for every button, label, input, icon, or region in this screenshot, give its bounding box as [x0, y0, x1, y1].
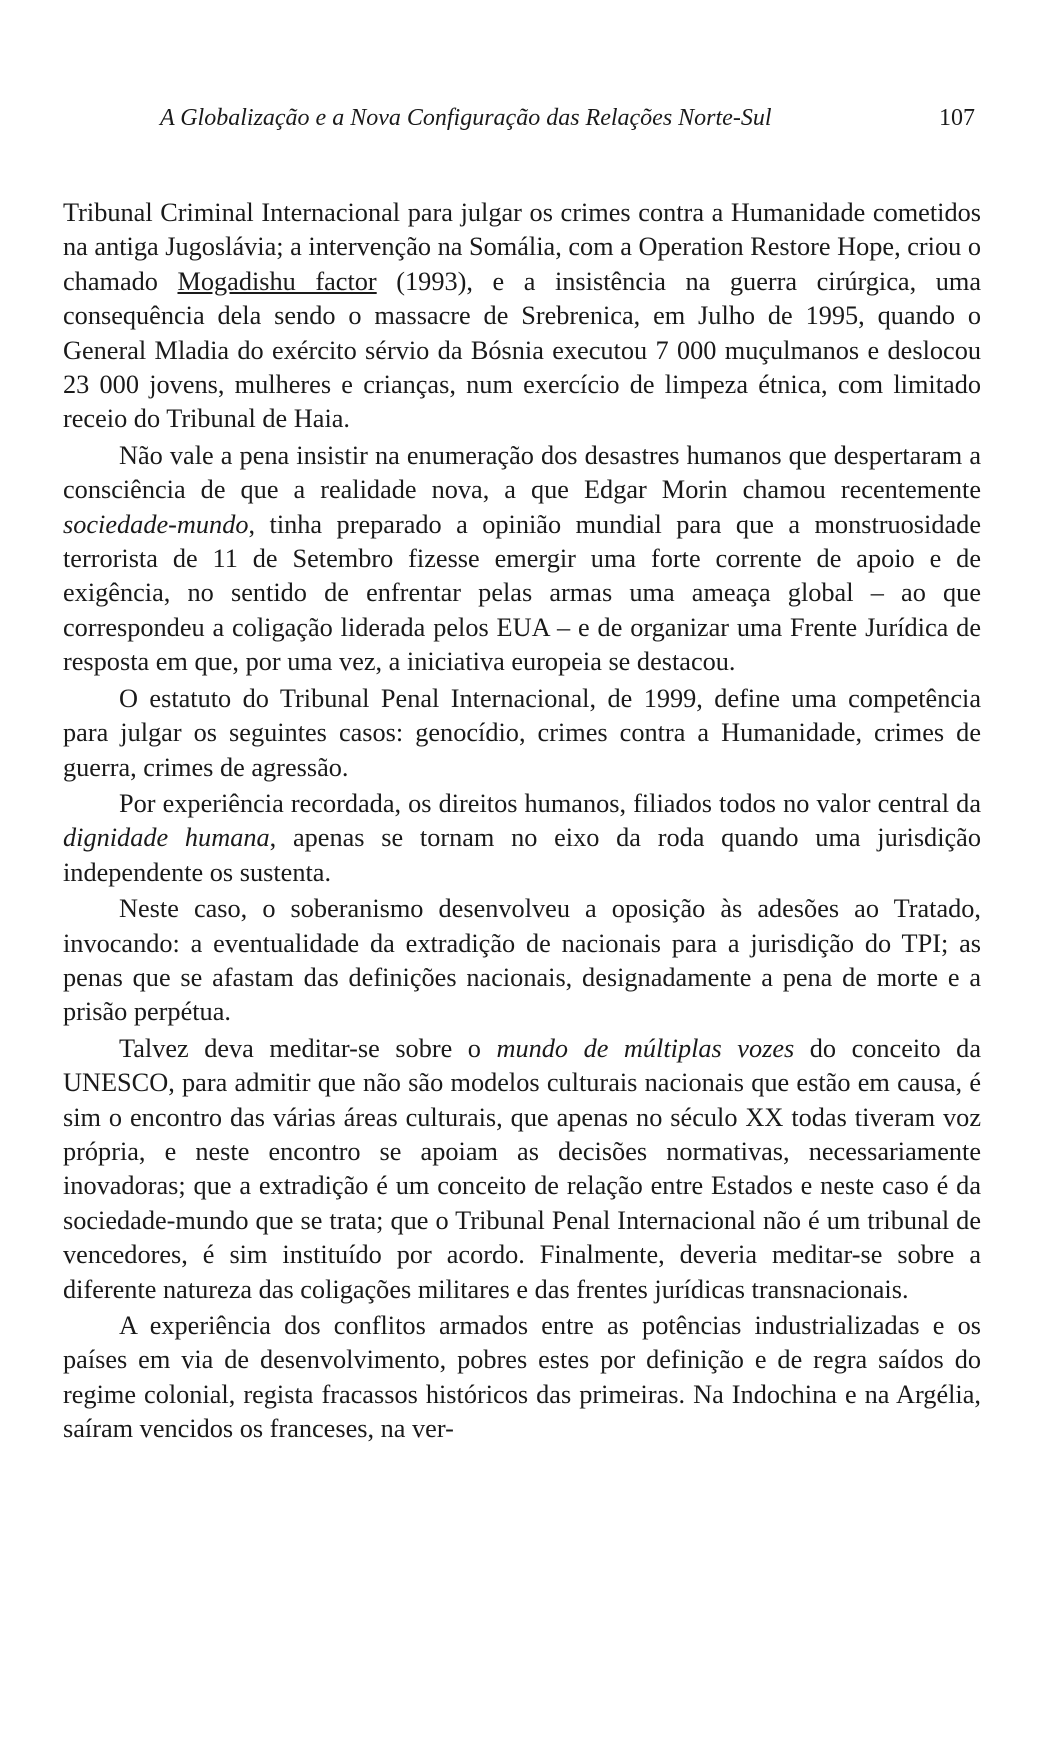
- paragraph: [63, 439, 981, 680]
- paragraph-text: Por experiência recordada, os direitos humanos, filiados todos no valor central da: [119, 788, 981, 818]
- paragraph-text: Não vale a pena insistir na enumeração dos desastres humanos que despertaram a consciência de que a realidade nova, a que Edgar Morin chamou recentemente: [63, 440, 981, 505]
- italic-term: mundo de múltiplas vozes: [496, 1033, 795, 1063]
- page-number: 107: [939, 105, 975, 131]
- underlined-term: Mogadishu factor: [177, 266, 377, 296]
- body-text: [63, 196, 981, 1447]
- paragraph-text: , apenas se tornam no eixo da roda quando uma jurisdição independente os sustenta.: [63, 823, 982, 887]
- running-title: A Globalização e a Nova Configuração das Relações Norte-Sul: [160, 105, 772, 131]
- italic-term: dignidade humana: [63, 823, 270, 853]
- paragraph: [63, 196, 981, 437]
- paragraph-text: , tinha preparado a opinião mundial para que a monstruosidade terrorista de 11 de Setembro fizesse emergir uma forte corrente de apoio e de exigência, no sentido de enfrentar pelas armas uma ameaça global – ao que correspondeu a coligação liderada pelos EUA – e de organizar uma Frente Jurídica de resposta em que, por uma vez, a iniciativa europeia se destacou.: [63, 509, 981, 677]
- paragraph-text: Tribunal Criminal Internacional para julgar os crimes contra a Humanidade cometidos na antiga Jugoslávia; a intervenção na Somália, com a Operation Restore Hope, criou o chamado: [63, 198, 981, 296]
- paragraph-text: do conceito da UNESCO, para admitir que não são modelos culturais nacionais que estão em causa, é sim o encontro das várias áreas culturais, que apenas no século XX todas tiveram voz própria, e neste encontro se apoiam as decisões normativas, necessariamente inovadoras; que a extradição é um conceito de relação entre Estados e neste caso é da sociedade-mundo que se trata; que o Tribunal Penal Internacional não é um tribunal de vencedores, é sim instituído por acordo. Finalmente, deveria meditar-se sobre a diferente natureza das coligações militares e das frentes jurídicas transnacionais.: [63, 1033, 981, 1304]
- paragraph: [63, 1032, 981, 1307]
- paragraph-text: (1993), e a insistência na guerra cirúrgica, uma consequência dela sendo o massacre de Srebrenica, em Julho de 1995, quando o General Mladia do exército sérvio da Bósnia executou 7 000 muçulmanos e deslocou 23 000 jovens, mulheres e crianças, num exercício de limpeza étnica, com limitado receio do Tribunal de Haia.: [63, 266, 981, 434]
- paragraph: O estatuto do Tribunal Penal Internacional, de 1999, define uma competência para julgar os seguintes casos: genocídio, crimes contra a Humanidade, crimes de guerra, crimes de agressão.: [63, 683, 981, 782]
- paragraph-text: Talvez deva meditar-se sobre o: [119, 1033, 497, 1063]
- paragraph: Neste caso, o soberanismo desenvolveu a oposição às adesões ao Tratado, invocando: a eventualidade da extradição de nacionais para a jurisdição do TPI; as penas que se afastam das definições nacionais, designadamente a pena de morte e a prisão perpétua.: [63, 894, 981, 1027]
- running-head: [160, 100, 975, 136]
- italic-term: sociedade-mundo: [63, 509, 249, 539]
- paragraph: A experiência dos conflitos armados entre as potências industrializadas e os países em via de desenvolvimento, pobres estes por definição e de regra saídos do regime colonial, regista fracassos históricos das primeiras. Na Indochina e na Argélia, saíram vencidos os franceses, na ver-: [63, 1311, 981, 1444]
- paragraph: [63, 787, 981, 890]
